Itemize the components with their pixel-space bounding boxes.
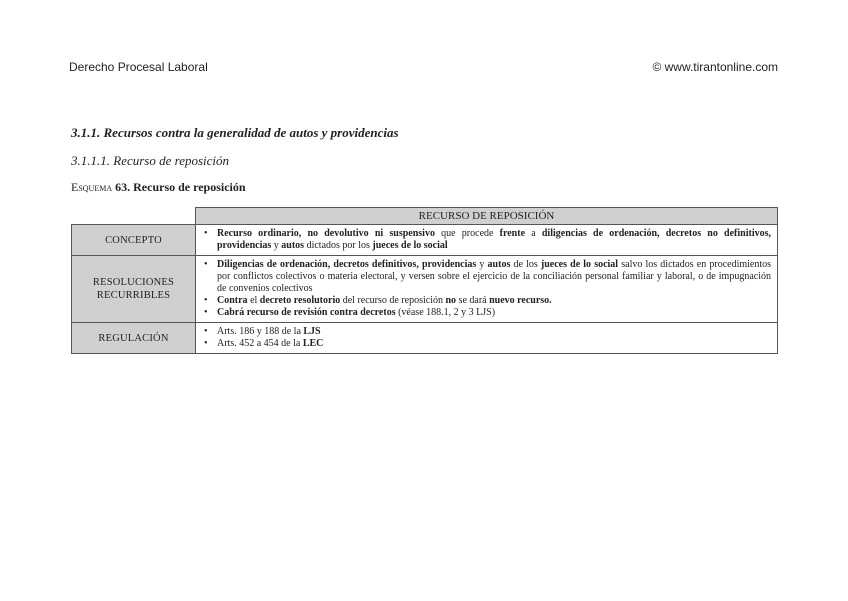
row-label-line: RECURRIBLES bbox=[96, 290, 171, 301]
row-content-regulacion bbox=[196, 323, 778, 354]
bullet-text: se dará bbox=[456, 295, 490, 306]
bullet-text: Arts. 186 y 188 de la bbox=[217, 326, 304, 337]
bullet-text: diligencias de ordenación, decretos no definitivos, providencias bbox=[217, 228, 771, 251]
bullet-text: que procede bbox=[434, 228, 500, 239]
bullet-text: Contra bbox=[217, 295, 248, 306]
bullet-item bbox=[204, 295, 771, 307]
bullet-text: dictados por los bbox=[304, 240, 373, 251]
table-row-concepto bbox=[72, 225, 778, 256]
bullet-item bbox=[204, 326, 771, 338]
bullet-text: salvo los dictados en procedimientos por conflictos colectivos o materia electoral, y versen sobre el ejercicio de la conciliación personal familiar y laboral, o de impugnación de convenios colectivos bbox=[217, 259, 772, 294]
bullet-text: del recurso de reposición bbox=[340, 295, 446, 306]
bullet-text: Diligencias de ordenación, decretos definitivos, providencias bbox=[217, 259, 477, 270]
bullet-text: jueces de lo social bbox=[372, 240, 448, 251]
table-title: RECURSO DE REPOSICIÓN bbox=[196, 208, 778, 225]
table-header-row bbox=[72, 208, 778, 225]
bullet-text: Recurso ordinario, no devolutivo ni suspensivo bbox=[217, 228, 435, 239]
bullet-text: decreto resolutorio bbox=[259, 295, 341, 306]
bullet-text: y bbox=[271, 240, 282, 251]
row-content-resoluciones bbox=[196, 256, 778, 323]
bullet-text: nuevo recurso. bbox=[489, 295, 552, 306]
bullet-item bbox=[204, 307, 771, 319]
table-row-regulacion bbox=[72, 323, 778, 354]
scheme-table bbox=[71, 207, 778, 354]
scheme-caption-label: Esquema bbox=[71, 180, 113, 194]
bullet-text: Arts. 452 a 454 de la bbox=[217, 338, 303, 349]
bullet-text: jueces de lo social bbox=[540, 259, 619, 270]
bullet-text: LEC bbox=[302, 338, 324, 349]
bullet-text: (véase 188.1, 2 y 3 LJS) bbox=[395, 307, 496, 318]
row-label-resoluciones bbox=[72, 256, 196, 323]
row-label-concepto: CONCEPTO bbox=[72, 225, 196, 256]
bullet-text: el bbox=[247, 295, 260, 306]
bullet-text: de los bbox=[510, 259, 541, 270]
bullet-text: a bbox=[525, 228, 542, 239]
scheme-caption-title: 63. Recurso de reposición bbox=[112, 180, 246, 194]
bullet-text: autos bbox=[281, 240, 305, 251]
section-heading-3-1-1: 3.1.1. Recursos contra la generalidad de autos y providencias bbox=[71, 125, 399, 140]
bullet-item bbox=[204, 338, 771, 350]
row-content-concepto bbox=[196, 225, 778, 256]
bullet-item bbox=[204, 259, 771, 295]
bullet-item bbox=[204, 228, 771, 252]
bullet-text: no bbox=[445, 295, 457, 306]
section-heading-3-1-1-1: 3.1.1.1. Recurso de reposición bbox=[71, 153, 230, 168]
table-row-resoluciones bbox=[72, 256, 778, 323]
bullet-text: frente bbox=[499, 228, 526, 239]
table-corner-blank bbox=[72, 208, 196, 225]
running-header-copyright: © www.tirantonline.com bbox=[652, 60, 778, 74]
bullet-text: autos bbox=[487, 259, 511, 270]
bullet-text: y bbox=[476, 259, 488, 270]
bullet-text: Cabrá recurso de revisión contra decretos bbox=[217, 307, 396, 318]
running-header-title: Derecho Procesal Laboral bbox=[69, 60, 208, 74]
row-label-regulacion: REGULACIÓN bbox=[72, 323, 196, 354]
row-label-line: RESOLUCIONES bbox=[92, 277, 175, 288]
scheme-caption bbox=[71, 180, 246, 195]
bullet-text: LJS bbox=[303, 326, 321, 337]
